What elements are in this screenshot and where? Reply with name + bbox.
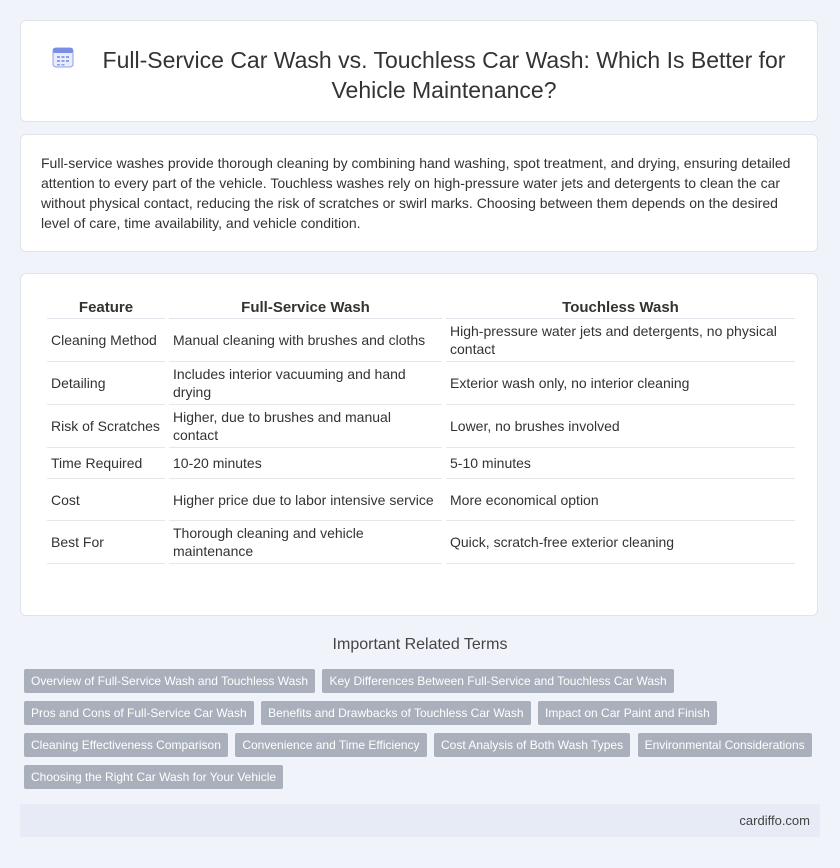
table-row [47,362,795,405]
comparison-table [43,296,799,564]
related-term-tag[interactable]: Pros and Cons of Full-Service Car Wash [24,701,254,725]
related-term-tag[interactable]: Cleaning Effectiveness Comparison [24,733,228,757]
related-terms-list [24,669,824,797]
row-full-service: Includes interior vacuuming and hand drying [169,362,442,405]
intro-paragraph: Full-service washes provide thorough cleaning by combining hand washing, spot treatment, and drying, ensuring detailed attention to every part of the vehicle. Touchless washes rely on high-pressure water jets and detergents to clean the car without physical contact, reducing the risk of scratches or swirl marks. Choosing between them depends on the desired level of care, time availability, and vehicle condition. [41,155,791,231]
intro-card [20,134,818,252]
row-full-service: Manual cleaning with brushes and cloths [169,319,442,362]
row-touchless: Quick, scratch-free exterior cleaning [446,521,795,564]
related-term-tag[interactable]: Choosing the Right Car Wash for Your Vehicle [24,765,283,789]
row-touchless: High-pressure water jets and detergents, no physical contact [446,319,795,362]
table-header-row [47,296,795,319]
row-feature: Time Required [47,448,165,479]
table-row [47,405,795,448]
title-card [20,20,818,122]
related-term-tag[interactable]: Benefits and Drawbacks of Touchless Car Wash [261,701,530,725]
footer-site-link[interactable]: cardiffo.com [739,813,810,828]
row-full-service: 10-20 minutes [169,448,442,479]
related-term-tag[interactable]: Convenience and Time Efficiency [235,733,426,757]
page-title: Full-Service Car Wash vs. Touchless Car Wash: Which Is Better for Vehicle Maintenance? [102,47,786,103]
related-term-tag[interactable]: Overview of Full-Service Wash and Touchless Wash [24,669,315,693]
row-feature: Detailing [47,362,165,405]
table-row [47,448,795,479]
footer [20,804,820,837]
row-touchless: 5-10 minutes [446,448,795,479]
calendar-icon [51,45,75,69]
row-feature: Cost [47,479,165,521]
row-feature: Cleaning Method [47,319,165,362]
related-term-tag[interactable]: Impact on Car Paint and Finish [538,701,717,725]
row-feature: Risk of Scratches [47,405,165,448]
row-feature: Best For [47,521,165,564]
row-full-service: Higher price due to labor intensive service [169,479,442,521]
row-touchless: Lower, no brushes involved [446,405,795,448]
header-feature: Feature [47,296,165,319]
related-terms-heading: Important Related Terms [332,636,508,653]
row-touchless: Exterior wash only, no interior cleaning [446,362,795,405]
comparison-card [20,273,818,616]
related-term-tag[interactable]: Key Differences Between Full-Service and Touchless Car Wash [322,669,673,693]
row-touchless: More economical option [446,479,795,521]
table-row [47,479,795,521]
table-row [47,319,795,362]
header-touchless: Touchless Wash [446,296,795,319]
related-term-tag[interactable]: Environmental Considerations [638,733,812,757]
row-full-service: Thorough cleaning and vehicle maintenance [169,521,442,564]
table-row [47,521,795,564]
row-full-service: Higher, due to brushes and manual contact [169,405,442,448]
related-term-tag[interactable]: Cost Analysis of Both Wash Types [434,733,630,757]
header-full-service: Full-Service Wash [169,296,442,319]
